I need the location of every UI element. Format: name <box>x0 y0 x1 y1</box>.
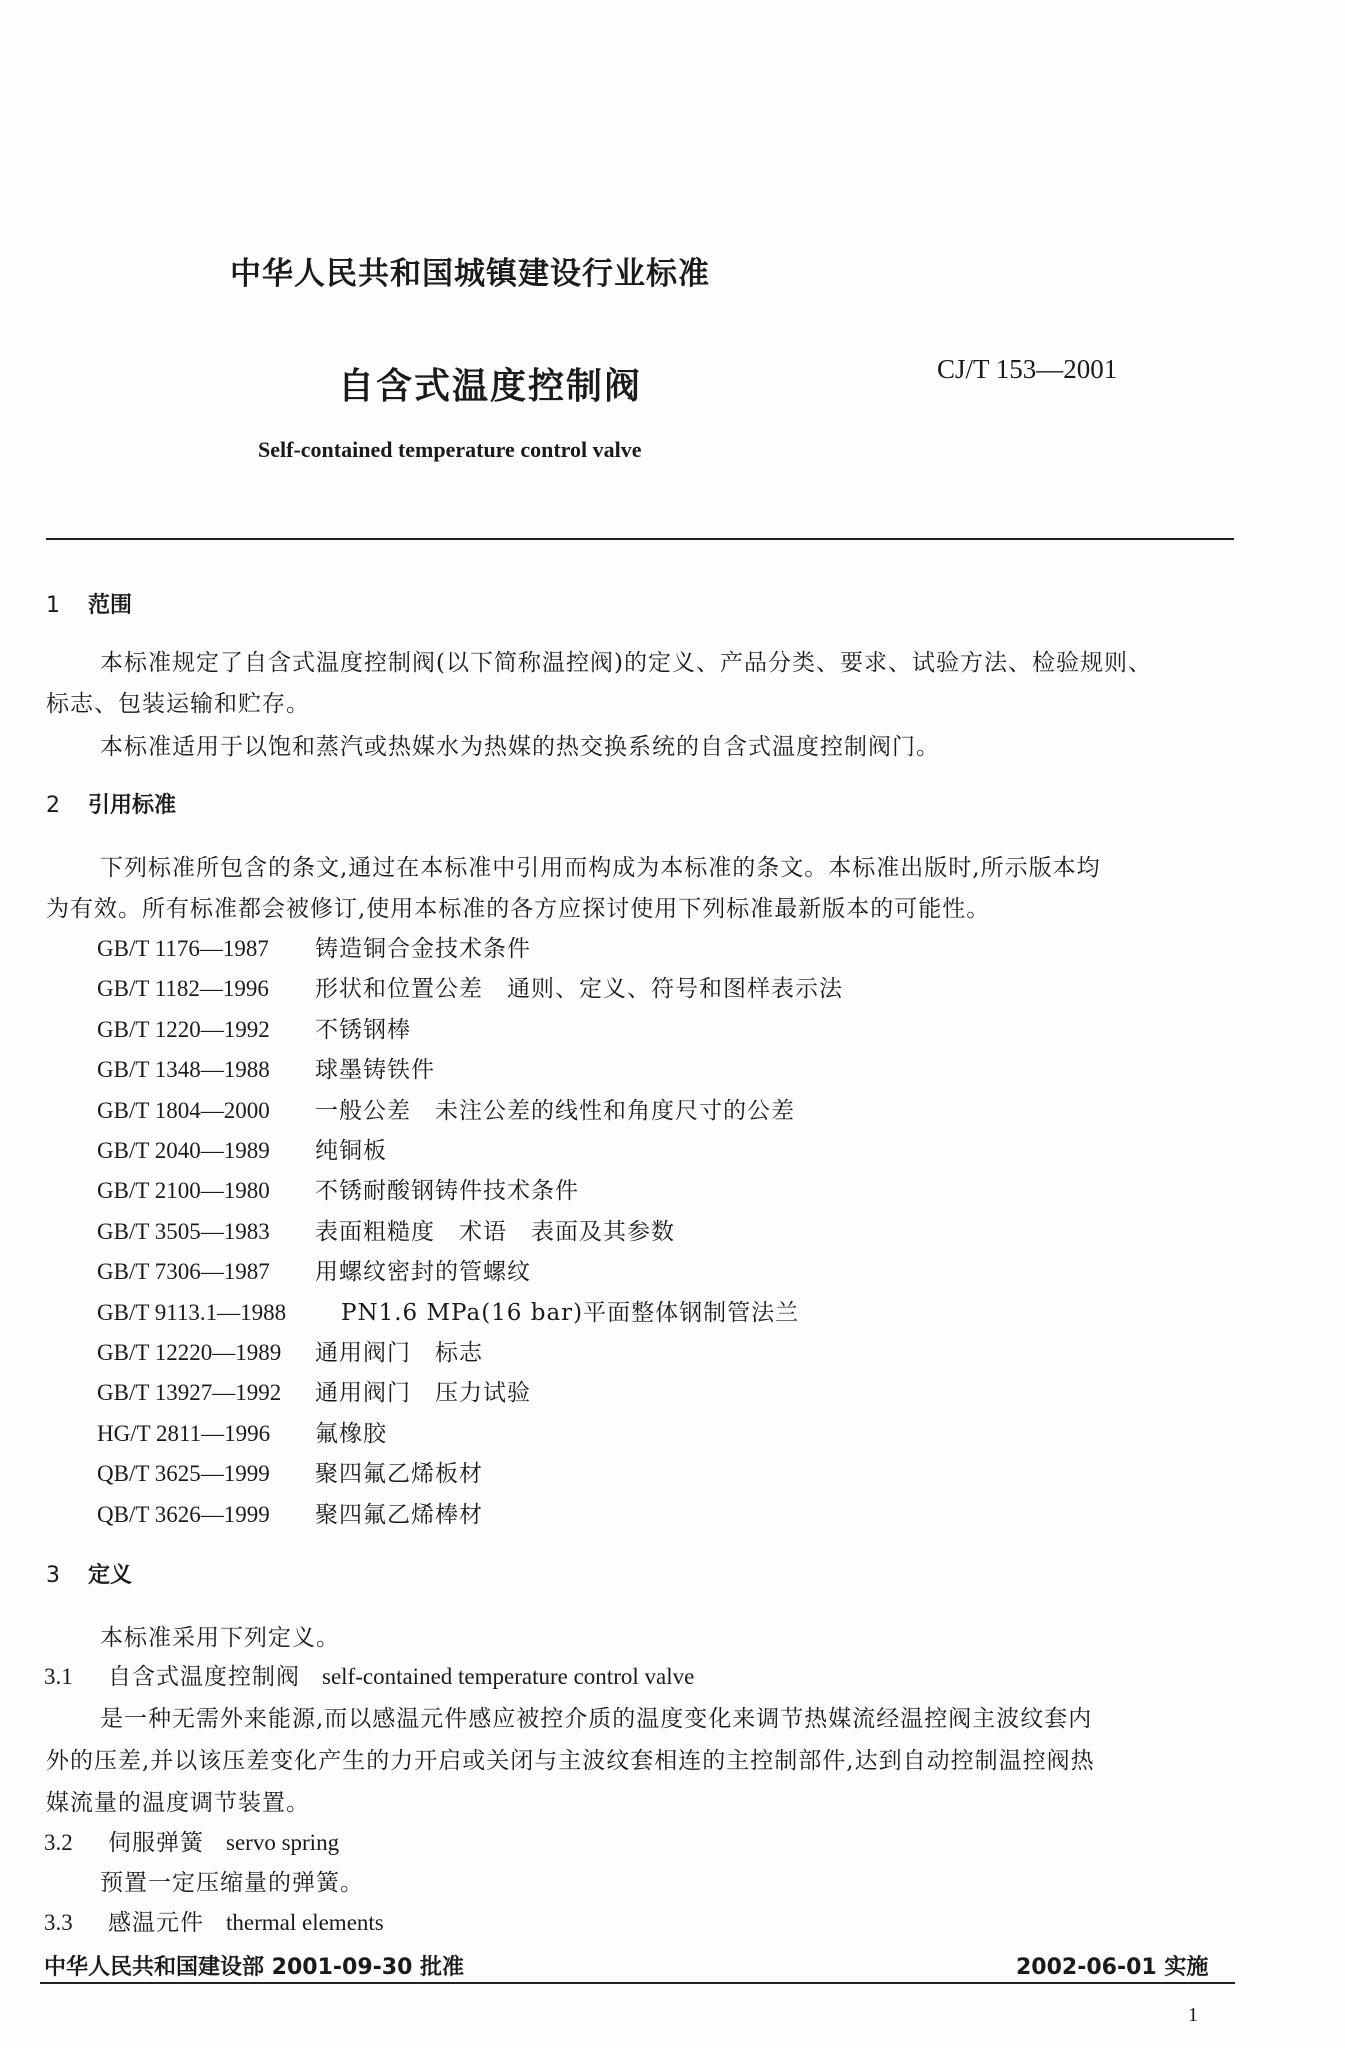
reference-code: GB/T 1348—1988 <box>97 1057 270 1082</box>
reference-title: 氟橡胶 <box>315 1421 387 1447</box>
reference-code: GB/T 12220—1989 <box>97 1340 282 1365</box>
reference-item <box>97 1092 795 1125</box>
reference-code: GB/T 9113.1—1988 <box>97 1300 287 1325</box>
reference-item <box>97 930 531 963</box>
scope-paragraph-2: 本标准适用于以饱和蒸汽或热媒水为热媒的热交换系统的自含式温度控制阀门。 <box>100 734 940 760</box>
definition-term: 感温元件 <box>108 1910 204 1936</box>
definition-term: 自含式温度控制阀 <box>108 1664 300 1690</box>
reference-title: 通用阀门 标志 <box>315 1340 483 1366</box>
reference-item <box>97 1051 435 1084</box>
definitions-intro: 本标准采用下列定义。 <box>100 1625 340 1651</box>
reference-item <box>97 1415 387 1448</box>
reference-title: 球墨铸铁件 <box>315 1057 435 1083</box>
effective-date: 2002-06-01 实施 <box>1016 1955 1209 1980</box>
reference-item <box>97 1011 411 1044</box>
reference-code: GB/T 13927—1992 <box>97 1380 282 1405</box>
section-number: 1 <box>46 593 60 618</box>
definition-3-1-text-line-1: 是一种无需外来能源,而以感温元件感应被控介质的温度变化来调节热媒流经温控阀主波纹套内 <box>100 1706 1093 1732</box>
reference-title: 表面粗糙度 术语 表面及其参数 <box>315 1219 675 1245</box>
definition-3-2-text: 预置一定压缩量的弹簧。 <box>100 1870 364 1896</box>
document-title-english: Self-contained temperature control valve <box>258 437 642 462</box>
reference-code: GB/T 2040—1989 <box>97 1138 270 1163</box>
scope-paragraph-1-line-1: 本标准规定了自含式温度控制阀(以下简称温控阀)的定义、产品分类、要求、试验方法、检验规则、 <box>100 650 1152 676</box>
footer-divider <box>40 1982 1235 1984</box>
reference-title: 不锈耐酸钢铸件技术条件 <box>315 1178 579 1204</box>
section-number: 2 <box>46 793 60 818</box>
section-3-heading <box>46 1558 132 1589</box>
section-number: 3 <box>46 1563 60 1588</box>
reference-code: GB/T 3505—1983 <box>97 1219 270 1244</box>
reference-title: 不锈钢棒 <box>315 1017 411 1043</box>
reference-title: 聚四氟乙烯棒材 <box>315 1502 483 1528</box>
reference-title: 铸造铜合金技术条件 <box>315 936 531 962</box>
definition-3-3-header <box>44 1904 384 1937</box>
reference-code: GB/T 1176—1987 <box>97 936 269 961</box>
definition-3-1-header <box>44 1658 694 1691</box>
reference-code: GB/T 1220—1992 <box>97 1017 270 1042</box>
document-title: 自含式温度控制阀 <box>338 366 643 407</box>
definition-3-1-text-line-2: 外的压差,并以该压差变化产生的力开启或关闭与主波纹套相连的主控制部件,达到自动控制温控阀热 <box>46 1748 1095 1774</box>
reference-item <box>97 1334 483 1367</box>
reference-title: PN1.6 MPa(16 bar)平面整体钢制管法兰 <box>341 1300 800 1326</box>
reference-code: GB/T 1182—1996 <box>97 976 269 1001</box>
reference-code: HG/T 2811—1996 <box>97 1421 271 1446</box>
reference-item <box>97 1172 579 1205</box>
reference-item <box>97 1132 387 1165</box>
reference-item <box>97 1213 675 1246</box>
definition-3-1-text-line-3: 媒流量的温度调节装置。 <box>46 1790 310 1816</box>
reference-code: QB/T 3626—1999 <box>97 1502 270 1527</box>
reference-code: GB/T 2100—1980 <box>97 1178 270 1203</box>
reference-code: GB/T 7306—1987 <box>97 1259 270 1284</box>
reference-title: 形状和位置公差 通则、定义、符号和图样表示法 <box>315 976 843 1002</box>
page-number: 1 <box>1188 2004 1198 2026</box>
reference-item <box>97 1253 531 1286</box>
scope-paragraph-1-line-2: 标志、包装运输和贮存。 <box>46 691 310 717</box>
reference-code: GB/T 1804—2000 <box>97 1098 270 1123</box>
definition-number: 3.2 <box>44 1830 73 1855</box>
reference-item <box>97 1496 483 1529</box>
section-title: 定义 <box>88 1563 133 1588</box>
standard-number: CJ/T 153—2001 <box>937 354 1118 384</box>
definition-term-english: thermal elements <box>226 1910 384 1935</box>
references-intro-line-1: 下列标准所包含的条文,通过在本标准中引用而构成为本标准的条文。本标准出版时,所示版本均 <box>100 855 1101 881</box>
reference-item <box>97 1455 483 1488</box>
definition-number: 3.3 <box>44 1910 73 1935</box>
definition-3-2-header <box>44 1824 339 1857</box>
approval-date: 中华人民共和国建设部 2001-09-30 批准 <box>44 1955 465 1980</box>
reference-item <box>97 1294 799 1327</box>
definition-term: 伺服弹簧 <box>108 1830 204 1856</box>
definition-number: 3.1 <box>44 1664 73 1689</box>
reference-title: 纯铜板 <box>315 1138 387 1164</box>
definition-term-english: servo spring <box>226 1830 340 1855</box>
definition-term-english: self-contained temperature control valve <box>322 1664 695 1689</box>
reference-title: 一般公差 未注公差的线性和角度尺寸的公差 <box>315 1098 795 1124</box>
reference-code: QB/T 3625—1999 <box>97 1461 270 1486</box>
section-title: 范围 <box>88 593 133 618</box>
reference-item <box>97 970 843 1003</box>
issuing-authority-title: 中华人民共和国城镇建设行业标准 <box>230 256 710 292</box>
section-title: 引用标准 <box>88 793 177 818</box>
reference-item <box>97 1374 531 1407</box>
header-divider <box>46 538 1234 540</box>
reference-title: 聚四氟乙烯板材 <box>315 1461 483 1487</box>
reference-title: 用螺纹密封的管螺纹 <box>315 1259 531 1285</box>
section-2-heading <box>46 788 176 819</box>
references-intro-line-2: 为有效。所有标准都会被修订,使用本标准的各方应探讨使用下列标准最新版本的可能性。 <box>46 896 991 922</box>
reference-title: 通用阀门 压力试验 <box>315 1380 531 1406</box>
section-1-heading <box>46 588 132 619</box>
